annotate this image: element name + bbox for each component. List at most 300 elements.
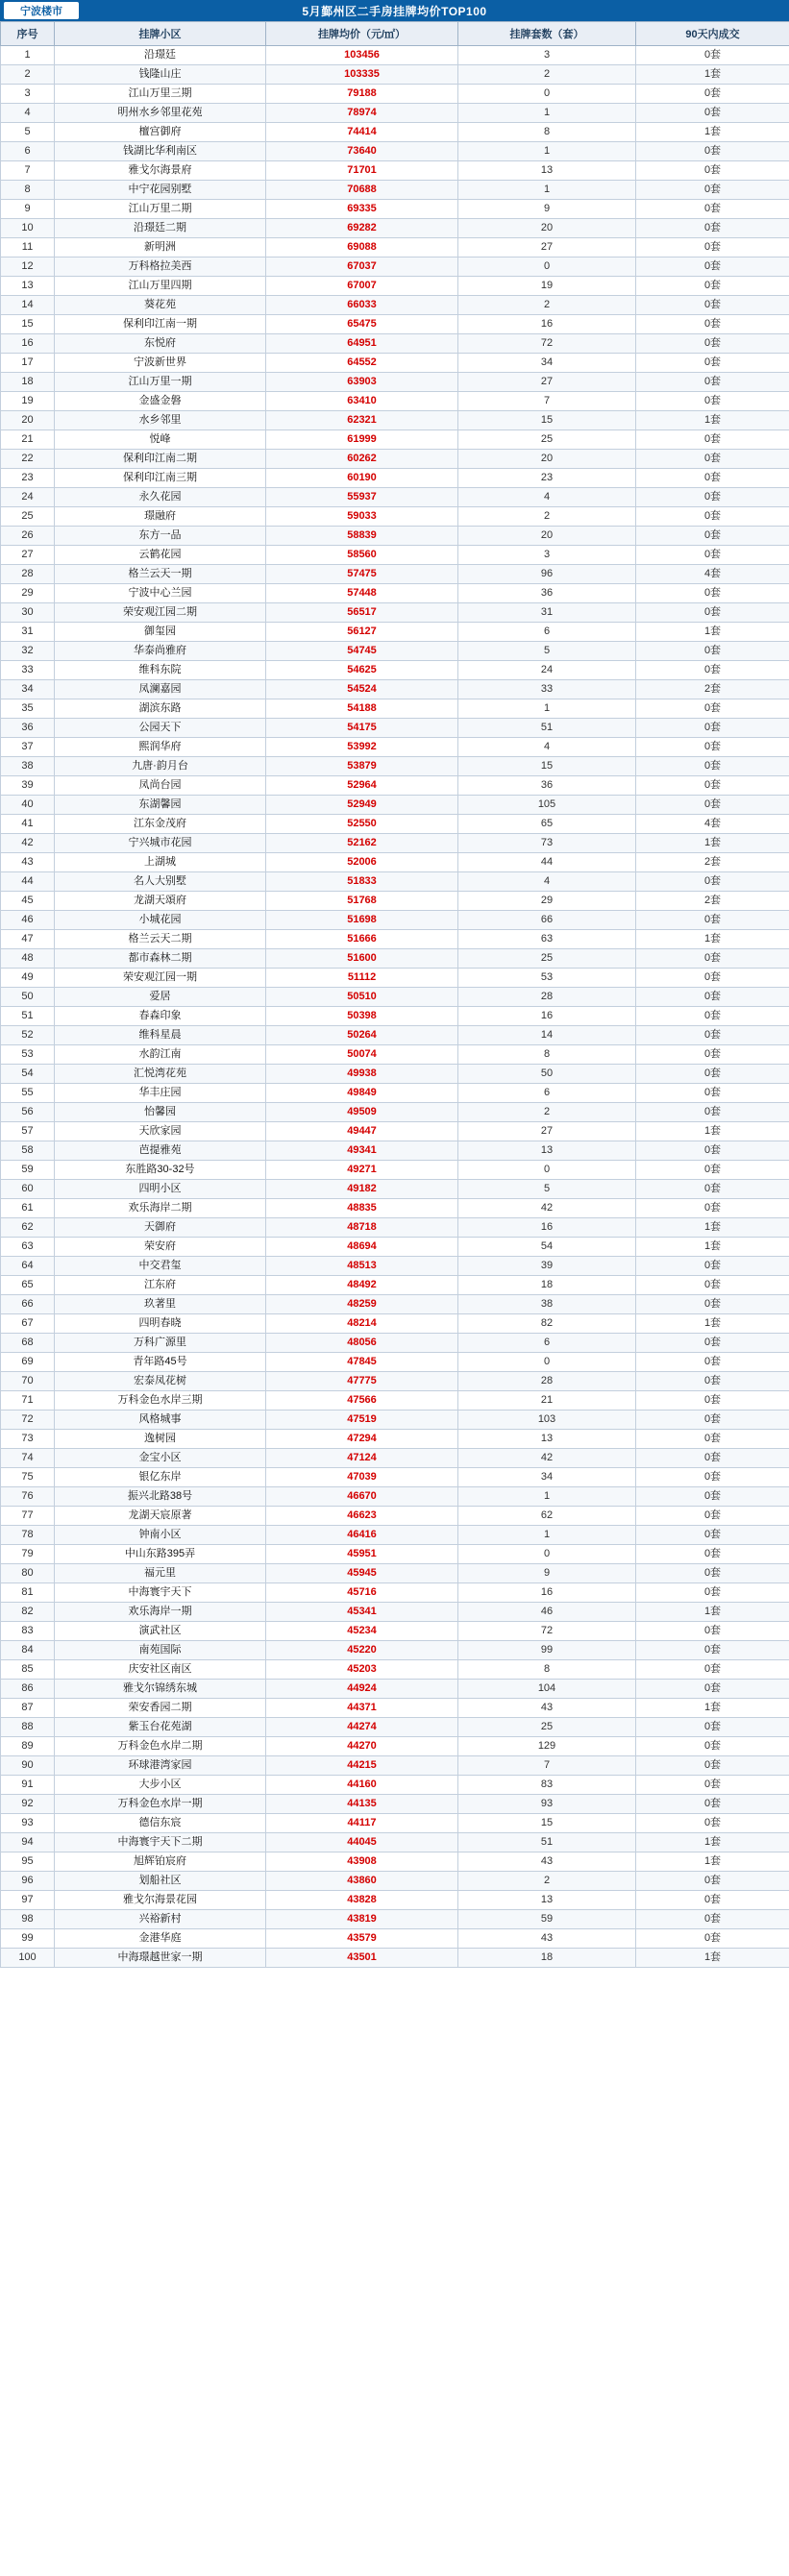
table-row [1, 1872, 789, 1891]
cell-deals: 0套 [636, 1007, 789, 1026]
cell-index: 14 [1, 296, 55, 315]
table-row [1, 642, 789, 661]
cell-deals: 0套 [636, 277, 789, 296]
cell-index: 38 [1, 757, 55, 776]
cell-index: 43 [1, 853, 55, 872]
cell-index: 21 [1, 430, 55, 450]
cell-deals: 0套 [636, 642, 789, 661]
cell-index: 2 [1, 65, 55, 85]
cell-listings: 18 [458, 1949, 636, 1968]
cell-price: 48718 [266, 1218, 458, 1238]
cell-community: 演武社区 [55, 1622, 266, 1641]
cell-deals: 1套 [636, 1218, 789, 1238]
cell-deals: 0套 [636, 1411, 789, 1430]
table-row [1, 757, 789, 776]
cell-community: 德信东宸 [55, 1814, 266, 1833]
cell-index: 24 [1, 488, 55, 507]
cell-listings: 25 [458, 949, 636, 969]
cell-price: 47775 [266, 1372, 458, 1391]
cell-listings: 31 [458, 603, 636, 623]
table-row [1, 565, 789, 584]
cell-community: 芭提雅苑 [55, 1141, 266, 1161]
cell-listings: 0 [458, 85, 636, 104]
cell-index: 36 [1, 719, 55, 738]
cell-deals: 0套 [636, 1199, 789, 1218]
cell-index: 11 [1, 238, 55, 258]
cell-index: 51 [1, 1007, 55, 1026]
cell-deals: 0套 [636, 1045, 789, 1065]
col-community: 挂牌小区 [55, 22, 266, 46]
cell-deals: 0套 [636, 1353, 789, 1372]
table-row [1, 1411, 789, 1430]
cell-deals: 0套 [636, 1430, 789, 1449]
cell-price: 45341 [266, 1603, 458, 1622]
cell-community: 怡馨园 [55, 1103, 266, 1122]
cell-deals: 0套 [636, 988, 789, 1007]
table-row [1, 1564, 789, 1583]
cell-index: 26 [1, 527, 55, 546]
cell-index: 34 [1, 680, 55, 699]
cell-price: 54188 [266, 699, 458, 719]
cell-price: 65475 [266, 315, 458, 334]
cell-community: 环球港湾家园 [55, 1756, 266, 1776]
cell-listings: 0 [458, 258, 636, 277]
cell-community: 保利印江南一期 [55, 315, 266, 334]
cell-community: 御玺园 [55, 623, 266, 642]
page-header [0, 0, 789, 21]
cell-deals: 1套 [636, 623, 789, 642]
cell-price: 64552 [266, 354, 458, 373]
cell-price: 55937 [266, 488, 458, 507]
table-row [1, 219, 789, 238]
cell-price: 48214 [266, 1314, 458, 1334]
cell-index: 76 [1, 1487, 55, 1507]
table-row [1, 488, 789, 507]
cell-price: 58839 [266, 527, 458, 546]
cell-deals: 0套 [636, 354, 789, 373]
cell-community: 宏泰凤花树 [55, 1372, 266, 1391]
cell-price: 46670 [266, 1487, 458, 1507]
cell-listings: 43 [458, 1852, 636, 1872]
cell-deals: 0套 [636, 699, 789, 719]
cell-listings: 36 [458, 776, 636, 796]
cell-deals: 0套 [636, 315, 789, 334]
table-row [1, 1372, 789, 1391]
cell-community: 江山万里二期 [55, 200, 266, 219]
cell-deals: 0套 [636, 1641, 789, 1660]
cell-index: 79 [1, 1545, 55, 1564]
table-row [1, 258, 789, 277]
cell-price: 44045 [266, 1833, 458, 1852]
cell-community: 钱隆山庄 [55, 65, 266, 85]
cell-deals: 0套 [636, 527, 789, 546]
cell-price: 45220 [266, 1641, 458, 1660]
cell-price: 69088 [266, 238, 458, 258]
cell-listings: 62 [458, 1507, 636, 1526]
cell-price: 47124 [266, 1449, 458, 1468]
cell-listings: 1 [458, 699, 636, 719]
site-logo [4, 2, 79, 19]
cell-listings: 14 [458, 1026, 636, 1045]
cell-index: 35 [1, 699, 55, 719]
table-row [1, 85, 789, 104]
table-header-row [1, 22, 789, 46]
cell-index: 39 [1, 776, 55, 796]
cell-price: 50398 [266, 1007, 458, 1026]
cell-deals: 0套 [636, 1910, 789, 1929]
cell-price: 43579 [266, 1929, 458, 1949]
cell-index: 83 [1, 1622, 55, 1641]
cell-community: 都市森林二期 [55, 949, 266, 969]
table-row [1, 104, 789, 123]
cell-deals: 0套 [636, 1103, 789, 1122]
cell-deals: 1套 [636, 1833, 789, 1852]
cell-price: 60190 [266, 469, 458, 488]
cell-price: 43819 [266, 1910, 458, 1929]
cell-price: 67037 [266, 258, 458, 277]
cell-deals: 0套 [636, 872, 789, 892]
cell-listings: 27 [458, 1122, 636, 1141]
cell-deals: 0套 [636, 1372, 789, 1391]
cell-price: 52949 [266, 796, 458, 815]
cell-deals: 0套 [636, 104, 789, 123]
cell-index: 28 [1, 565, 55, 584]
table-row [1, 238, 789, 258]
cell-community: 钟南小区 [55, 1526, 266, 1545]
cell-deals: 0套 [636, 1718, 789, 1737]
cell-deals: 0套 [636, 296, 789, 315]
cell-price: 53992 [266, 738, 458, 757]
table-row [1, 988, 789, 1007]
cell-community: 九唐·韵月台 [55, 757, 266, 776]
cell-deals: 2套 [636, 680, 789, 699]
cell-community: 沿璟廷 [55, 46, 266, 65]
cell-listings: 3 [458, 46, 636, 65]
cell-index: 7 [1, 161, 55, 181]
table-row [1, 1314, 789, 1334]
cell-index: 60 [1, 1180, 55, 1199]
table-row [1, 1699, 789, 1718]
cell-deals: 0套 [636, 200, 789, 219]
cell-listings: 53 [458, 969, 636, 988]
table-row [1, 623, 789, 642]
cell-price: 43908 [266, 1852, 458, 1872]
cell-listings: 96 [458, 565, 636, 584]
cell-index: 70 [1, 1372, 55, 1391]
cell-deals: 0套 [636, 1795, 789, 1814]
table-row [1, 911, 789, 930]
cell-community: 荣安观江园二期 [55, 603, 266, 623]
cell-price: 49271 [266, 1161, 458, 1180]
cell-deals: 0套 [636, 661, 789, 680]
cell-deals: 0套 [636, 1468, 789, 1487]
cell-listings: 99 [458, 1641, 636, 1660]
table-row [1, 1122, 789, 1141]
cell-price: 56127 [266, 623, 458, 642]
cell-deals: 0套 [636, 1487, 789, 1507]
cell-index: 16 [1, 334, 55, 354]
table-row [1, 507, 789, 527]
cell-index: 23 [1, 469, 55, 488]
col-index: 序号 [1, 22, 55, 46]
table-row [1, 546, 789, 565]
cell-listings: 5 [458, 1180, 636, 1199]
cell-listings: 2 [458, 296, 636, 315]
cell-price: 45203 [266, 1660, 458, 1680]
cell-community: 金港华庭 [55, 1929, 266, 1949]
cell-deals: 0套 [636, 450, 789, 469]
cell-community: 水乡邻里 [55, 411, 266, 430]
cell-deals: 0套 [636, 1161, 789, 1180]
cell-community: 福元里 [55, 1564, 266, 1583]
cell-price: 46416 [266, 1526, 458, 1545]
cell-listings: 51 [458, 1833, 636, 1852]
cell-deals: 1套 [636, 930, 789, 949]
cell-community: 公园天下 [55, 719, 266, 738]
cell-index: 56 [1, 1103, 55, 1122]
cell-price: 49341 [266, 1141, 458, 1161]
cell-deals: 0套 [636, 1276, 789, 1295]
cell-community: 天御府 [55, 1218, 266, 1238]
cell-deals: 2套 [636, 853, 789, 872]
cell-index: 33 [1, 661, 55, 680]
cell-index: 46 [1, 911, 55, 930]
cell-price: 47294 [266, 1430, 458, 1449]
cell-deals: 0套 [636, 507, 789, 527]
cell-deals: 0套 [636, 181, 789, 200]
cell-deals: 0套 [636, 584, 789, 603]
cell-deals: 0套 [636, 1526, 789, 1545]
cell-listings: 43 [458, 1699, 636, 1718]
cell-price: 61999 [266, 430, 458, 450]
cell-deals: 0套 [636, 1449, 789, 1468]
cell-price: 45234 [266, 1622, 458, 1641]
cell-listings: 65 [458, 815, 636, 834]
ranking-table [0, 21, 789, 1968]
cell-listings: 28 [458, 1372, 636, 1391]
cell-listings: 1 [458, 104, 636, 123]
cell-price: 48513 [266, 1257, 458, 1276]
table-row [1, 296, 789, 315]
cell-community: 钱湖比华利南区 [55, 142, 266, 161]
cell-listings: 1 [458, 1487, 636, 1507]
cell-price: 45951 [266, 1545, 458, 1564]
cell-listings: 15 [458, 411, 636, 430]
col-price: 挂牌均价（元/㎡） [266, 22, 458, 46]
cell-index: 20 [1, 411, 55, 430]
cell-community: 檀宫御府 [55, 123, 266, 142]
cell-index: 89 [1, 1737, 55, 1756]
table-row [1, 680, 789, 699]
cell-listings: 43 [458, 1929, 636, 1949]
cell-deals: 0套 [636, 1814, 789, 1833]
cell-listings: 36 [458, 584, 636, 603]
cell-index: 13 [1, 277, 55, 296]
table-row [1, 1737, 789, 1756]
cell-community: 春森印象 [55, 1007, 266, 1026]
cell-deals: 0套 [636, 738, 789, 757]
cell-community: 大步小区 [55, 1776, 266, 1795]
cell-deals: 0套 [636, 1929, 789, 1949]
cell-deals: 2套 [636, 892, 789, 911]
cell-deals: 1套 [636, 65, 789, 85]
table-row [1, 853, 789, 872]
cell-index: 99 [1, 1929, 55, 1949]
cell-community: 中海寰宇天下二期 [55, 1833, 266, 1852]
table-row [1, 815, 789, 834]
cell-index: 47 [1, 930, 55, 949]
cell-price: 53879 [266, 757, 458, 776]
cell-price: 43828 [266, 1891, 458, 1910]
cell-listings: 15 [458, 1814, 636, 1833]
cell-price: 43860 [266, 1872, 458, 1891]
table-row [1, 949, 789, 969]
cell-listings: 1 [458, 1526, 636, 1545]
cell-index: 5 [1, 123, 55, 142]
table-row [1, 834, 789, 853]
cell-listings: 28 [458, 988, 636, 1007]
cell-index: 41 [1, 815, 55, 834]
col-deals: 90天内成交 [636, 22, 789, 46]
cell-deals: 0套 [636, 142, 789, 161]
cell-deals: 0套 [636, 546, 789, 565]
cell-price: 63410 [266, 392, 458, 411]
cell-deals: 4套 [636, 815, 789, 834]
table-row [1, 411, 789, 430]
cell-community: 荣安香园二期 [55, 1699, 266, 1718]
cell-deals: 0套 [636, 776, 789, 796]
cell-deals: 0套 [636, 969, 789, 988]
cell-index: 1 [1, 46, 55, 65]
cell-index: 62 [1, 1218, 55, 1238]
cell-index: 6 [1, 142, 55, 161]
cell-deals: 0套 [636, 1737, 789, 1756]
cell-deals: 0套 [636, 1141, 789, 1161]
cell-price: 73640 [266, 142, 458, 161]
cell-community: 保利印江南二期 [55, 450, 266, 469]
site-logo-text: 宁波楼市 [20, 6, 62, 17]
cell-index: 96 [1, 1872, 55, 1891]
cell-index: 90 [1, 1756, 55, 1776]
cell-price: 103456 [266, 46, 458, 65]
cell-price: 49509 [266, 1103, 458, 1122]
cell-deals: 0套 [636, 488, 789, 507]
cell-index: 85 [1, 1660, 55, 1680]
cell-price: 59033 [266, 507, 458, 527]
cell-deals: 1套 [636, 834, 789, 853]
cell-listings: 1 [458, 181, 636, 200]
cell-community: 凤澜嘉园 [55, 680, 266, 699]
cell-deals: 0套 [636, 1257, 789, 1276]
cell-index: 63 [1, 1238, 55, 1257]
cell-deals: 0套 [636, 1776, 789, 1795]
table-row [1, 1449, 789, 1468]
cell-community: 中海寰宇天下 [55, 1583, 266, 1603]
cell-price: 66033 [266, 296, 458, 315]
table-row [1, 1910, 789, 1929]
cell-community: 万科格拉美西 [55, 258, 266, 277]
cell-index: 8 [1, 181, 55, 200]
cell-listings: 4 [458, 738, 636, 757]
table-row [1, 277, 789, 296]
table-row [1, 872, 789, 892]
cell-listings: 16 [458, 1218, 636, 1238]
cell-deals: 0套 [636, 219, 789, 238]
cell-community: 银亿东岸 [55, 1468, 266, 1487]
table-row [1, 969, 789, 988]
cell-index: 53 [1, 1045, 55, 1065]
cell-community: 东方一品 [55, 527, 266, 546]
cell-price: 52964 [266, 776, 458, 796]
cell-listings: 23 [458, 469, 636, 488]
cell-index: 80 [1, 1564, 55, 1583]
table-row [1, 1141, 789, 1161]
cell-community: 欢乐海岸一期 [55, 1603, 266, 1622]
cell-index: 81 [1, 1583, 55, 1603]
cell-price: 49182 [266, 1180, 458, 1199]
cell-listings: 34 [458, 354, 636, 373]
cell-deals: 0套 [636, 603, 789, 623]
table-row [1, 1257, 789, 1276]
cell-deals: 0套 [636, 161, 789, 181]
cell-community: 明州水乡邻里花苑 [55, 104, 266, 123]
cell-index: 3 [1, 85, 55, 104]
cell-price: 44135 [266, 1795, 458, 1814]
cell-price: 47519 [266, 1411, 458, 1430]
cell-deals: 1套 [636, 1949, 789, 1968]
cell-price: 71701 [266, 161, 458, 181]
cell-listings: 25 [458, 430, 636, 450]
cell-index: 42 [1, 834, 55, 853]
cell-listings: 2 [458, 1103, 636, 1122]
cell-price: 44160 [266, 1776, 458, 1795]
table-row [1, 1852, 789, 1872]
cell-community: 龙湖天頌府 [55, 892, 266, 911]
cell-index: 65 [1, 1276, 55, 1295]
table-row [1, 584, 789, 603]
cell-listings: 129 [458, 1737, 636, 1756]
cell-index: 88 [1, 1718, 55, 1737]
cell-listings: 4 [458, 872, 636, 892]
cell-index: 54 [1, 1065, 55, 1084]
table-row [1, 46, 789, 65]
table-row [1, 373, 789, 392]
cell-community: 小城花园 [55, 911, 266, 930]
cell-price: 67007 [266, 277, 458, 296]
cell-index: 73 [1, 1430, 55, 1449]
cell-community: 玖著里 [55, 1295, 266, 1314]
cell-index: 69 [1, 1353, 55, 1372]
cell-listings: 50 [458, 1065, 636, 1084]
table-row [1, 1603, 789, 1622]
cell-listings: 105 [458, 796, 636, 815]
cell-community: 江东府 [55, 1276, 266, 1295]
cell-index: 29 [1, 584, 55, 603]
cell-deals: 0套 [636, 1026, 789, 1045]
cell-community: 欢乐海岸二期 [55, 1199, 266, 1218]
cell-community: 万科金色水岸二期 [55, 1737, 266, 1756]
table-row [1, 1507, 789, 1526]
cell-index: 77 [1, 1507, 55, 1526]
table-row [1, 1045, 789, 1065]
table-row [1, 1641, 789, 1660]
cell-price: 46623 [266, 1507, 458, 1526]
cell-listings: 5 [458, 642, 636, 661]
cell-deals: 0套 [636, 911, 789, 930]
cell-community: 水韵江南 [55, 1045, 266, 1065]
cell-price: 52006 [266, 853, 458, 872]
cell-community: 葵花苑 [55, 296, 266, 315]
